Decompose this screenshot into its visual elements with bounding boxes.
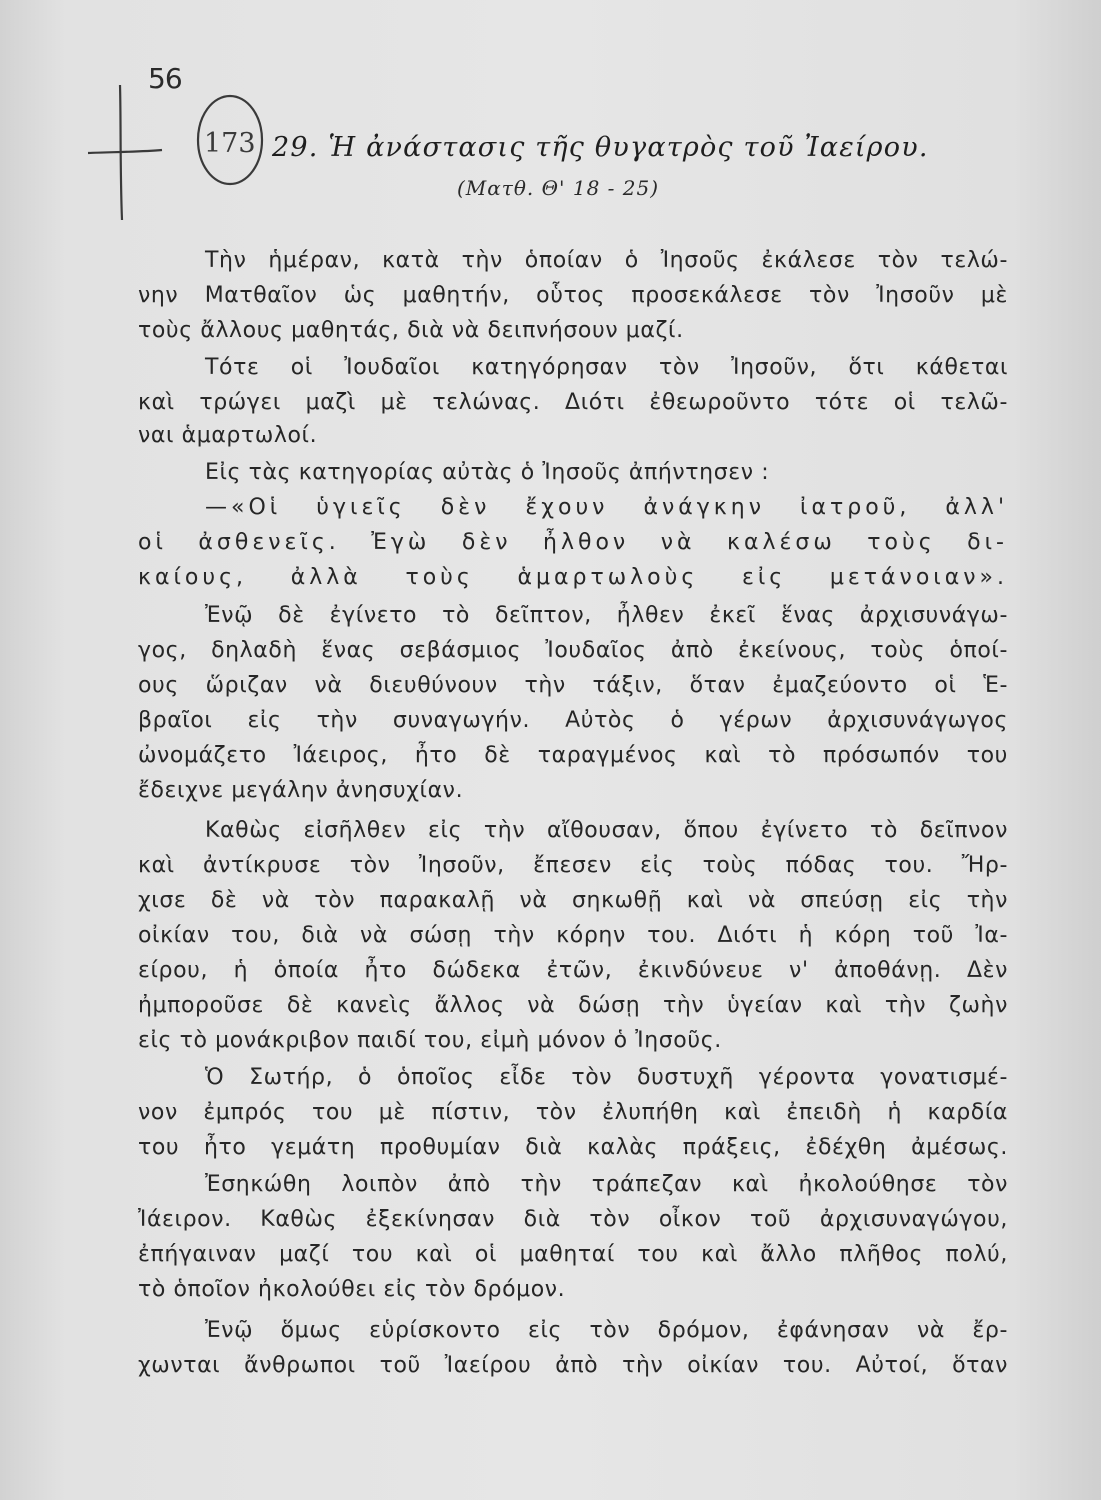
text-line: τοὺς ἄλλους μαθητάς, διὰ νὰ δειπνήσουν μαζί. <box>138 318 684 343</box>
text-line: Ἐσηκώθη λοιπὸν ἀπὸ τὴν τράπεζαν καὶ ἠκολούθησε τὸν <box>205 1172 1008 1197</box>
text-line: Τὴν ἡμέραν, κατὰ τὴν ὁποίαν ὁ Ἰησοῦς ἐκάλεσε τὸν τελώ- <box>205 248 1008 273</box>
text-line: καίους, ἀλλὰ τοὺς ἁμαρτωλοὺς εἰς μετάνοιαν». <box>138 565 1008 590</box>
text-line: ἔδειχνε μεγάλην ἀνησυχίαν. <box>138 778 464 803</box>
text-line: ἠμποροῦσε δὲ κανεὶς ἄλλος νὰ δώσῃ τὴν ὑγείαν καὶ τὴν ζωὴν <box>138 993 1008 1018</box>
text-line: τὸ ὁποῖον ἠκολούθει εἰς τὸν δρόμον. <box>138 1277 566 1302</box>
text-line: ους ὥριζαν νὰ διευθύνουν τὴν τάξιν, ὅταν ἐμαζεύοντο οἱ Ἑ- <box>138 673 1008 698</box>
text-line: νην Ματθαῖον ὡς μαθητήν, οὗτος προσεκάλεσε τὸν Ἰησοῦν μὲ <box>138 283 1008 308</box>
chapter-title: 29. Ἡ ἀνάστασις τῆς θυγατρὸς τοῦ Ἰαείρου. <box>272 132 929 163</box>
text-line: καὶ τρώγει μαζὶ μὲ τελώνας. Διότι ἐθεωροῦντο τότε οἱ τελῶ- <box>138 390 1008 415</box>
text-line: Ἐνῷ ὅμως εὑρίσκοντο εἰς τὸν δρόμον, ἐφάνησαν νὰ ἔρ- <box>205 1318 1008 1343</box>
text-line: Ἐνῷ δὲ ἐγίνετο τὸ δεῖπτον, ἦλθεν ἐκεῖ ἕνας ἀρχισυνάγω- <box>205 603 1008 628</box>
text-line: βραῖοι εἰς τὴν συναγωγήν. Αὐτὸς ὁ γέρων ἀρχισυνάγωγος <box>138 708 1008 733</box>
text-line: Ἰάειρον. Καθὼς ἐξεκίνησαν διὰ τὸν οἶκον τοῦ ἀρχισυναγώγου, <box>138 1207 1008 1232</box>
text-line: —«Οἱ ὑγιεῖς δὲν ἔχουν ἀνάγκην ἰατροῦ, ἀλλ' <box>205 495 1008 520</box>
text-line: χισε δὲ νὰ τὸν παρακαλῇ νὰ σηκωθῇ καὶ νὰ σπεύσῃ εἰς τὴν <box>138 888 1008 913</box>
text-line: ναι ἁμαρτωλοί. <box>138 423 318 448</box>
text-line: ἐπήγαιναν μαζί του καὶ οἱ μαθηταί του καὶ ἄλλο πλῆθος πολύ, <box>138 1242 1008 1267</box>
text-line: Καθὼς εἰσῆλθεν εἰς τὴν αἴθουσαν, ὅπου ἐγίνετο τὸ δεῖπνον <box>205 818 1008 843</box>
text-line: χωνται ἄνθρωποι τοῦ Ἰαείρου ἀπὸ τὴν οἰκίαν του. Αὐτοί, ὅταν <box>138 1353 1008 1378</box>
text-line: εἰς τὸ μονάκριβον παιδί του, εἰμὴ μόνον ὁ Ἰησοῦς. <box>138 1028 722 1053</box>
text-line: καὶ ἀντίκρυσε τὸν Ἰησοῦν, ἔπεσεν εἰς τοὺς πόδας του. Ἤρ- <box>138 853 1008 878</box>
text-line: οἰκίαν του, διὰ νὰ σώσῃ τὴν κόρην του. Διότι ἡ κόρη τοῦ Ἰα- <box>138 923 1008 948</box>
text-line: νον ἐμπρός του μὲ πίστιν, τὸν ἐλυπήθη καὶ ἐπειδὴ ἡ καρδία <box>138 1100 1008 1125</box>
text-line: Τότε οἱ Ἰουδαῖοι κατηγόρησαν τὸν Ἰησοῦν, ὅτι κάθεται <box>205 355 1008 380</box>
text-line: Εἰς τὰς κατηγορίας αὐτὰς ὁ Ἰησοῦς ἀπήντησεν : <box>205 460 770 485</box>
text-line: του ἦτο γεμάτη προθυμίαν διὰ καλὰς πράξεις, ἐδέχθη ἀμέσως. <box>138 1135 1008 1160</box>
text-line: γος, δηλαδὴ ἕνας σεβάσμιος Ἰουδαῖος ἀπὸ ἐκείνους, τοὺς ὁποί- <box>138 638 1008 663</box>
page-number: 56 <box>148 62 182 95</box>
text-line: ὠνομάζετο Ἰάειρος, ἦτο δὲ ταραγμένος καὶ τὸ πρόσωπόν του <box>138 743 1008 768</box>
text-line: οἱ ἀσθενεῖς. Ἐγὼ δὲν ἦλθον νὰ καλέσω τοὺς δι- <box>138 530 1008 555</box>
margin-stamp-number: 173 <box>204 128 256 159</box>
chapter-reference: (Ματθ. Θ' 18 - 25) <box>457 176 660 200</box>
text-line: Ὁ Σωτήρ, ὁ ὁποῖος εἶδε τὸν δυστυχῆ γέροντα γονατισμέ- <box>205 1065 1008 1090</box>
text-line: είρου, ἡ ὁποία ἦτο δώδεκα ἐτῶν, ἐκινδύνευε ν' ἀποθάνῃ. Δὲν <box>138 958 1008 983</box>
